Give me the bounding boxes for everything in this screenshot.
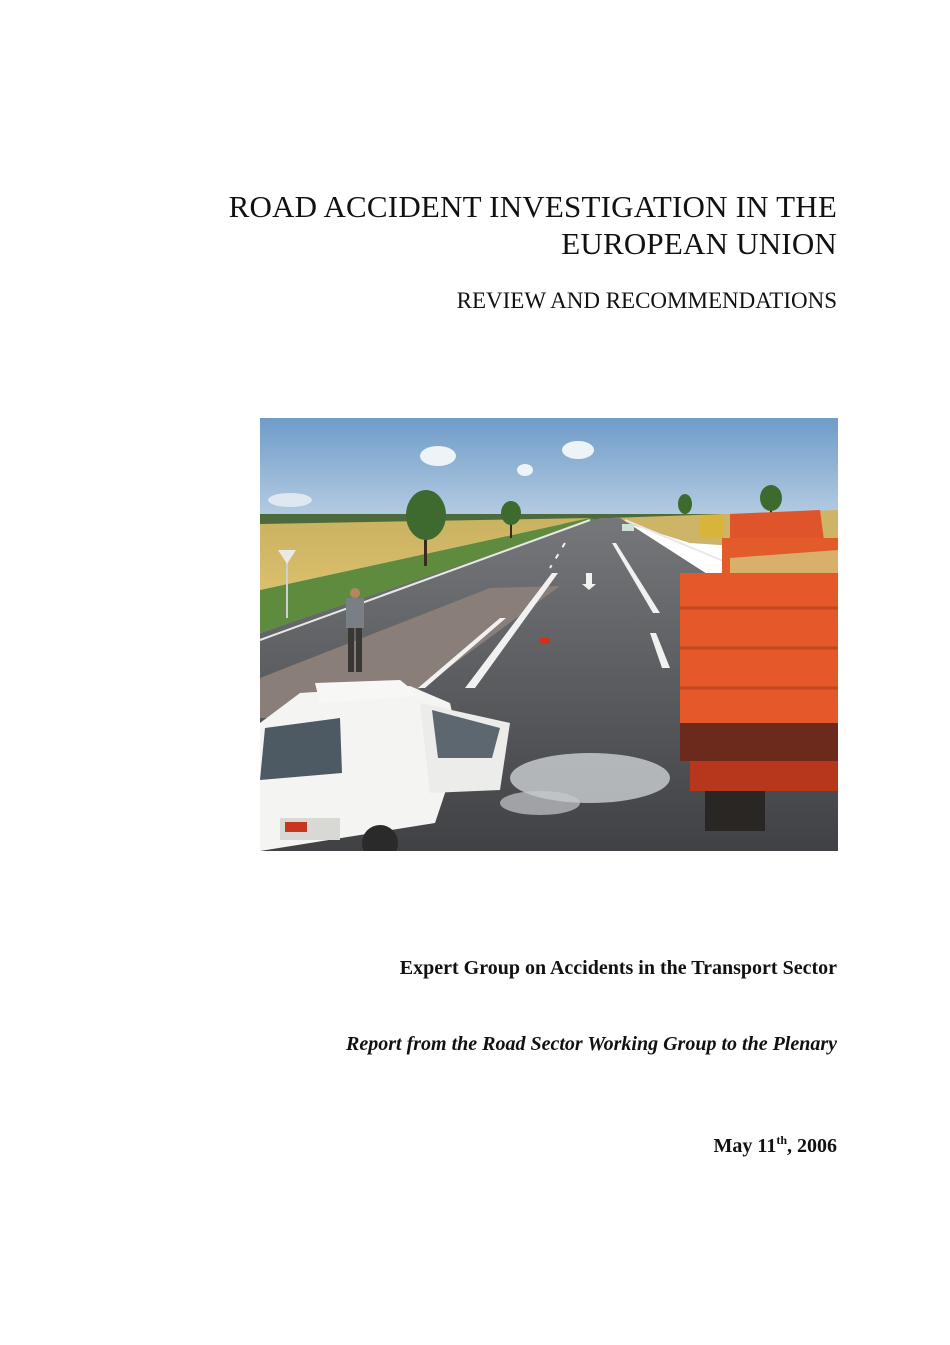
debris bbox=[500, 791, 580, 815]
document-title bbox=[137, 188, 837, 262]
distant-truck bbox=[700, 516, 724, 538]
expert-group-name: Expert Group on Accidents in the Transport Sector bbox=[399, 957, 837, 979]
cloud bbox=[517, 464, 533, 476]
report-description: Report from the Road Sector Working Group to the Plenary bbox=[346, 1033, 837, 1055]
road-sign-post bbox=[286, 558, 288, 618]
cover-photo-road-accident bbox=[260, 418, 838, 851]
title-line-2: EUROPEAN UNION bbox=[561, 226, 837, 261]
date-suffix: , 2006 bbox=[787, 1135, 837, 1157]
cloud bbox=[268, 493, 312, 507]
debris bbox=[540, 638, 550, 644]
report-date bbox=[137, 1133, 837, 1159]
date-ordinal-suffix: th bbox=[776, 1133, 787, 1147]
sky bbox=[260, 418, 838, 523]
cloud bbox=[420, 446, 456, 466]
date-prefix: May 11 bbox=[713, 1135, 777, 1157]
title-line-1: ROAD ACCIDENT INVESTIGATION IN THE bbox=[228, 189, 837, 224]
distant-car bbox=[622, 524, 634, 531]
document-subtitle: REVIEW AND RECOMMENDATIONS bbox=[456, 288, 837, 313]
cloud bbox=[562, 441, 594, 459]
orange-truck bbox=[680, 510, 838, 831]
tree bbox=[678, 494, 692, 514]
